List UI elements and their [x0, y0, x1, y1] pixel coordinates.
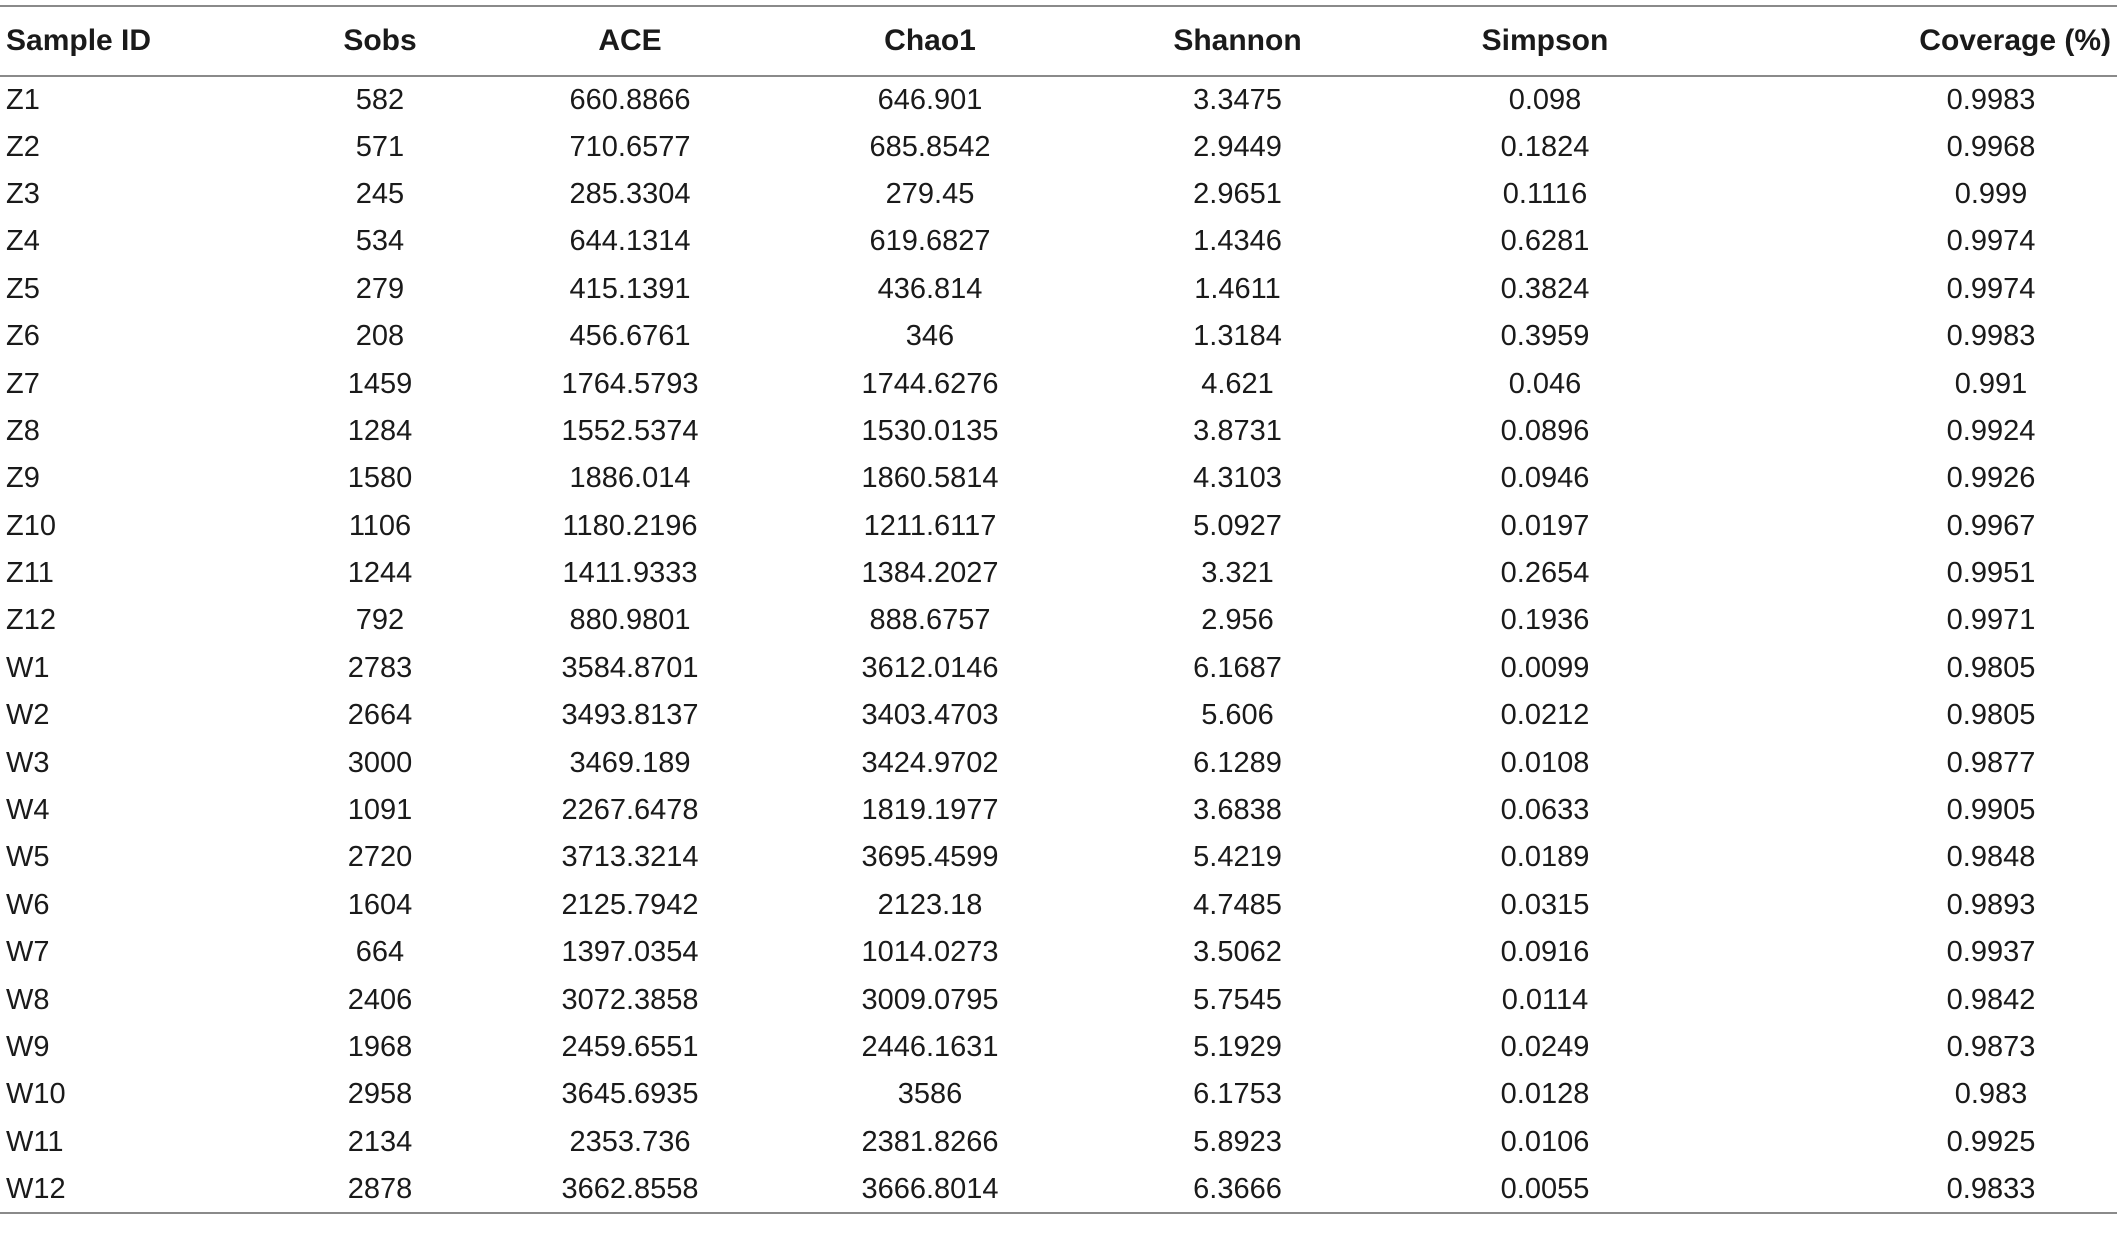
cell-chao1: 1819.1977 — [861, 794, 999, 827]
cell-simpson: 0.1824 — [1500, 130, 1590, 163]
cell-coverage: 0.9877 — [1946, 746, 2036, 779]
cell-chao1: 2123.18 — [877, 888, 983, 921]
cell-chao1: 1744.6276 — [861, 367, 999, 400]
cell-coverage: 0.9974 — [1946, 225, 2036, 258]
cell-sample-id: Z4 — [6, 225, 40, 258]
cell-sample-id: Z8 — [6, 414, 40, 447]
table-row — [0, 834, 2117, 881]
header-sample-id: Sample ID — [0, 6, 280, 76]
cell-sample-id: W2 — [6, 699, 50, 732]
cell-sobs: 2406 — [347, 983, 413, 1016]
cell-shannon: 3.6838 — [1193, 794, 1282, 827]
header-simpson: Simpson — [1395, 6, 1695, 76]
cell-sobs: 2878 — [280, 1166, 480, 1213]
cell-sample-id: Z7 — [6, 367, 40, 400]
table-row — [0, 455, 2117, 502]
cell-sobs: 2134 — [347, 1125, 413, 1158]
cell-sobs: 1244 — [347, 557, 413, 590]
cell-ace: 1397.0354 — [561, 936, 699, 969]
cell-chao1: 3695.4599 — [861, 841, 999, 874]
cell-chao1: 888.6757 — [869, 604, 991, 637]
cell-ace: 285.3304 — [569, 177, 691, 210]
cell-ace: 3645.6935 — [561, 1078, 699, 1111]
table-row — [0, 313, 2117, 360]
cell-simpson: 0.0916 — [1500, 936, 1590, 969]
cell-ace: 2459.6551 — [561, 1031, 699, 1063]
cell-sobs: 2783 — [347, 651, 413, 684]
cell-chao1: 2446.1631 — [861, 1031, 999, 1063]
cell-shannon: 2.9651 — [1193, 177, 1282, 210]
table-row — [0, 1166, 2117, 1213]
cell-shannon: 4.3103 — [1193, 462, 1282, 495]
table-row — [0, 171, 2117, 218]
cell-coverage: 0.9925 — [1946, 1125, 2036, 1158]
cell-coverage: 0.9842 — [1946, 983, 2036, 1016]
cell-ace: 3469.189 — [569, 746, 691, 779]
cell-sobs: 2664 — [347, 699, 413, 732]
cell-chao1: 619.6827 — [869, 225, 991, 258]
cell-shannon: 2.9449 — [1193, 130, 1282, 163]
cell-simpson: 0.0197 — [1500, 509, 1590, 542]
cell-sobs: 1091 — [347, 794, 413, 827]
table-header — [0, 6, 2117, 76]
cell-simpson: 0.0099 — [1500, 651, 1590, 684]
cell-sobs: 1459 — [347, 367, 413, 400]
cell-ace: 1411.9333 — [562, 557, 698, 590]
cell-chao1: 1860.5814 — [861, 462, 999, 495]
cell-chao1: 3612.0146 — [861, 651, 999, 684]
cell-simpson: 0.0315 — [1500, 888, 1590, 921]
cell-simpson: 0.046 — [1508, 367, 1582, 400]
table-row — [0, 645, 2117, 692]
cell-simpson: 0.0114 — [1501, 983, 1589, 1016]
cell-sobs: 245 — [355, 177, 405, 210]
header-sobs: Sobs — [280, 6, 480, 76]
table-row — [0, 787, 2117, 834]
cell-coverage: 0.9805 — [1946, 651, 2036, 684]
cell-sobs: 1604 — [347, 888, 413, 921]
cell-shannon: 6.1687 — [1193, 651, 1282, 684]
cell-ace: 3072.3858 — [561, 983, 699, 1016]
cell-chao1: 279.45 — [885, 177, 975, 210]
cell-chao1: 436.814 — [877, 272, 983, 305]
cell-sobs: 1968 — [347, 1031, 413, 1063]
cell-simpson: 0.0249 — [1500, 1031, 1590, 1063]
cell-chao1: 1211.6117 — [863, 509, 997, 542]
cell-chao1: 3403.4703 — [861, 699, 999, 732]
cell-coverage: 0.9983 — [1946, 83, 2036, 116]
cell-chao1: 1384.2027 — [861, 557, 999, 590]
cell-coverage: 0.9967 — [1946, 509, 2036, 542]
cell-chao1: 3424.9702 — [861, 746, 999, 779]
cell-shannon: 5.606 — [1201, 699, 1274, 732]
cell-sample-id: W6 — [6, 888, 50, 921]
cell-simpson: 0.0896 — [1500, 414, 1590, 447]
cell-shannon: 2.956 — [1201, 604, 1274, 637]
cell-simpson: 0.0946 — [1500, 462, 1590, 495]
cell-shannon: 3.321 — [1201, 557, 1274, 590]
header-row — [0, 6, 2117, 76]
cell-shannon: 1.3184 — [1193, 320, 1282, 353]
table-row — [0, 360, 2117, 407]
cell-sample-id: Z11 — [6, 557, 54, 590]
table-row — [0, 1024, 2117, 1071]
table-row — [0, 1119, 2117, 1166]
cell-coverage: 0.9848 — [1946, 841, 2036, 874]
cell-ace: 456.6761 — [569, 320, 691, 353]
cell-ace: 2267.6478 — [561, 794, 699, 827]
cell-chao1: 346 — [905, 320, 955, 353]
cell-sample-id: W9 — [6, 1031, 50, 1063]
cell-ace: 2353.736 — [569, 1125, 691, 1158]
cell-sample-id: W5 — [6, 841, 50, 874]
cell-sample-id: Z12 — [6, 604, 56, 637]
cell-chao1: 1014.0273 — [861, 936, 999, 969]
cell-simpson: 0.0212 — [1500, 699, 1590, 732]
cell-ace: 1180.2196 — [562, 509, 698, 542]
cell-sample-id: W4 — [6, 794, 50, 827]
cell-coverage: 0.9951 — [1946, 557, 2036, 590]
cell-shannon: 5.0927 — [1193, 509, 1282, 542]
cell-coverage: 0.9873 — [1946, 1031, 2036, 1063]
cell-sample-id: Z6 — [6, 320, 40, 353]
cell-coverage: 0.9974 — [1946, 272, 2036, 305]
cell-simpson: 0.0633 — [1500, 794, 1590, 827]
cell-shannon: 5.1929 — [1193, 1031, 1282, 1063]
cell-simpson: 0.0106 — [1500, 1125, 1590, 1158]
header-shannon: Shannon — [1080, 6, 1395, 76]
cell-ace: 644.1314 — [569, 225, 691, 258]
cell-chao1: 3009.0795 — [861, 983, 999, 1016]
table-row — [0, 882, 2117, 929]
cell-shannon: 6.1289 — [1193, 746, 1282, 779]
cell-sample-id: Z10 — [6, 509, 56, 542]
cell-ace: 880.9801 — [569, 604, 691, 637]
cell-sample-id: W3 — [6, 746, 50, 779]
table-body — [0, 76, 2117, 1213]
cell-simpson: 0.0189 — [1500, 841, 1590, 874]
cell-sample-id: W8 — [6, 983, 50, 1016]
cell-simpson: 0.2654 — [1500, 557, 1590, 590]
cell-sample-id: W10 — [6, 1078, 66, 1111]
cell-simpson: 0.3824 — [1500, 272, 1590, 305]
cell-sobs: 792 — [355, 604, 405, 637]
cell-simpson: 0.0108 — [1500, 746, 1590, 779]
cell-ace: 1886.014 — [569, 462, 691, 495]
table-row — [0, 123, 2117, 170]
cell-ace: 3662.8558 — [480, 1166, 780, 1213]
cell-chao1: 646.901 — [877, 83, 983, 116]
cell-ace: 660.8866 — [569, 83, 691, 116]
table-row — [0, 597, 2117, 644]
cell-chao1: 1530.0135 — [861, 414, 999, 447]
cell-shannon: 1.4346 — [1193, 225, 1282, 258]
cell-simpson: 0.1116 — [1502, 177, 1588, 210]
cell-coverage: 0.9833 — [1695, 1166, 2117, 1213]
cell-coverage: 0.9926 — [1946, 462, 2036, 495]
cell-coverage: 0.9924 — [1946, 414, 2036, 447]
cell-coverage: 0.9893 — [1946, 888, 2036, 921]
cell-chao1: 2381.8266 — [861, 1125, 999, 1158]
cell-sample-id: Z3 — [6, 177, 40, 210]
header-chao1: Chao1 — [780, 6, 1080, 76]
cell-sobs: 1106 — [348, 509, 412, 542]
cell-simpson: 0.098 — [1508, 83, 1582, 116]
cell-sobs: 2720 — [347, 841, 413, 874]
cell-sobs: 279 — [355, 272, 405, 305]
cell-sample-id: Z5 — [6, 272, 40, 305]
cell-ace: 1764.5793 — [561, 367, 699, 400]
cell-coverage: 0.991 — [1954, 367, 2028, 400]
table-row — [0, 218, 2117, 265]
cell-shannon: 3.5062 — [1193, 936, 1282, 969]
cell-sobs: 582 — [355, 83, 405, 116]
cell-sobs: 2958 — [347, 1078, 413, 1111]
cell-sample-id: W7 — [6, 936, 50, 969]
cell-ace: 3493.8137 — [561, 699, 699, 732]
table-row — [0, 976, 2117, 1023]
cell-chao1: 685.8542 — [869, 130, 991, 163]
cell-simpson: 0.1936 — [1500, 604, 1590, 637]
cell-shannon: 5.4219 — [1193, 841, 1282, 874]
header-ace: ACE — [480, 6, 780, 76]
table-row — [0, 1071, 2117, 1118]
cell-sample-id: W12 — [0, 1166, 280, 1213]
table-row — [0, 503, 2117, 550]
cell-shannon: 4.7485 — [1193, 888, 1282, 921]
cell-coverage: 0.9905 — [1946, 794, 2036, 827]
cell-chao1: 3586 — [897, 1078, 963, 1111]
cell-sobs: 3000 — [347, 746, 413, 779]
table-row — [0, 739, 2117, 786]
cell-chao1: 3666.8014 — [780, 1166, 1080, 1213]
table-row — [0, 692, 2117, 739]
table-row — [0, 929, 2117, 976]
cell-coverage: 0.9968 — [1946, 130, 2036, 163]
cell-sobs: 664 — [355, 936, 405, 969]
cell-ace: 3713.3214 — [561, 841, 699, 874]
cell-shannon: 3.8731 — [1193, 414, 1282, 447]
cell-simpson: 0.6281 — [1500, 225, 1590, 258]
cell-ace: 2125.7942 — [561, 888, 699, 921]
cell-sample-id: Z1 — [6, 83, 40, 116]
diversity-table-container — [0, 5, 2117, 1214]
cell-shannon: 1.4611 — [1194, 272, 1281, 305]
table-row — [0, 266, 2117, 313]
cell-shannon: 4.621 — [1201, 367, 1274, 400]
cell-shannon: 5.7545 — [1193, 983, 1282, 1016]
header-coverage: Coverage (%) — [1695, 6, 2117, 76]
cell-sobs: 534 — [355, 225, 405, 258]
cell-ace: 415.1391 — [569, 272, 691, 305]
cell-coverage: 0.983 — [1954, 1078, 2028, 1111]
table-row — [0, 550, 2117, 597]
cell-coverage: 0.9971 — [1946, 604, 2036, 637]
cell-simpson: 0.0128 — [1500, 1078, 1590, 1111]
table-row — [0, 76, 2117, 123]
cell-simpson: 0.3959 — [1500, 320, 1590, 353]
cell-coverage: 0.9937 — [1946, 936, 2036, 969]
diversity-index-table — [0, 5, 2117, 1214]
cell-shannon: 3.3475 — [1193, 83, 1282, 116]
cell-sobs: 208 — [355, 320, 405, 353]
cell-sample-id: Z2 — [6, 130, 40, 163]
cell-sobs: 571 — [355, 130, 405, 163]
cell-ace: 710.6577 — [569, 130, 691, 163]
cell-ace: 3584.8701 — [561, 651, 699, 684]
cell-sobs: 1284 — [347, 414, 413, 447]
cell-sample-id: W1 — [6, 651, 50, 684]
cell-shannon: 6.3666 — [1080, 1166, 1395, 1213]
cell-simpson: 0.0055 — [1395, 1166, 1695, 1213]
cell-sample-id: Z9 — [6, 462, 40, 495]
cell-ace: 1552.5374 — [561, 414, 699, 447]
cell-shannon: 6.1753 — [1193, 1078, 1282, 1111]
cell-shannon: 5.8923 — [1193, 1125, 1282, 1158]
cell-coverage: 0.9805 — [1946, 699, 2036, 732]
table-row — [0, 408, 2117, 455]
cell-sample-id: W11 — [6, 1125, 64, 1158]
cell-coverage: 0.999 — [1954, 177, 2028, 210]
cell-sobs: 1580 — [347, 462, 413, 495]
cell-coverage: 0.9983 — [1946, 320, 2036, 353]
